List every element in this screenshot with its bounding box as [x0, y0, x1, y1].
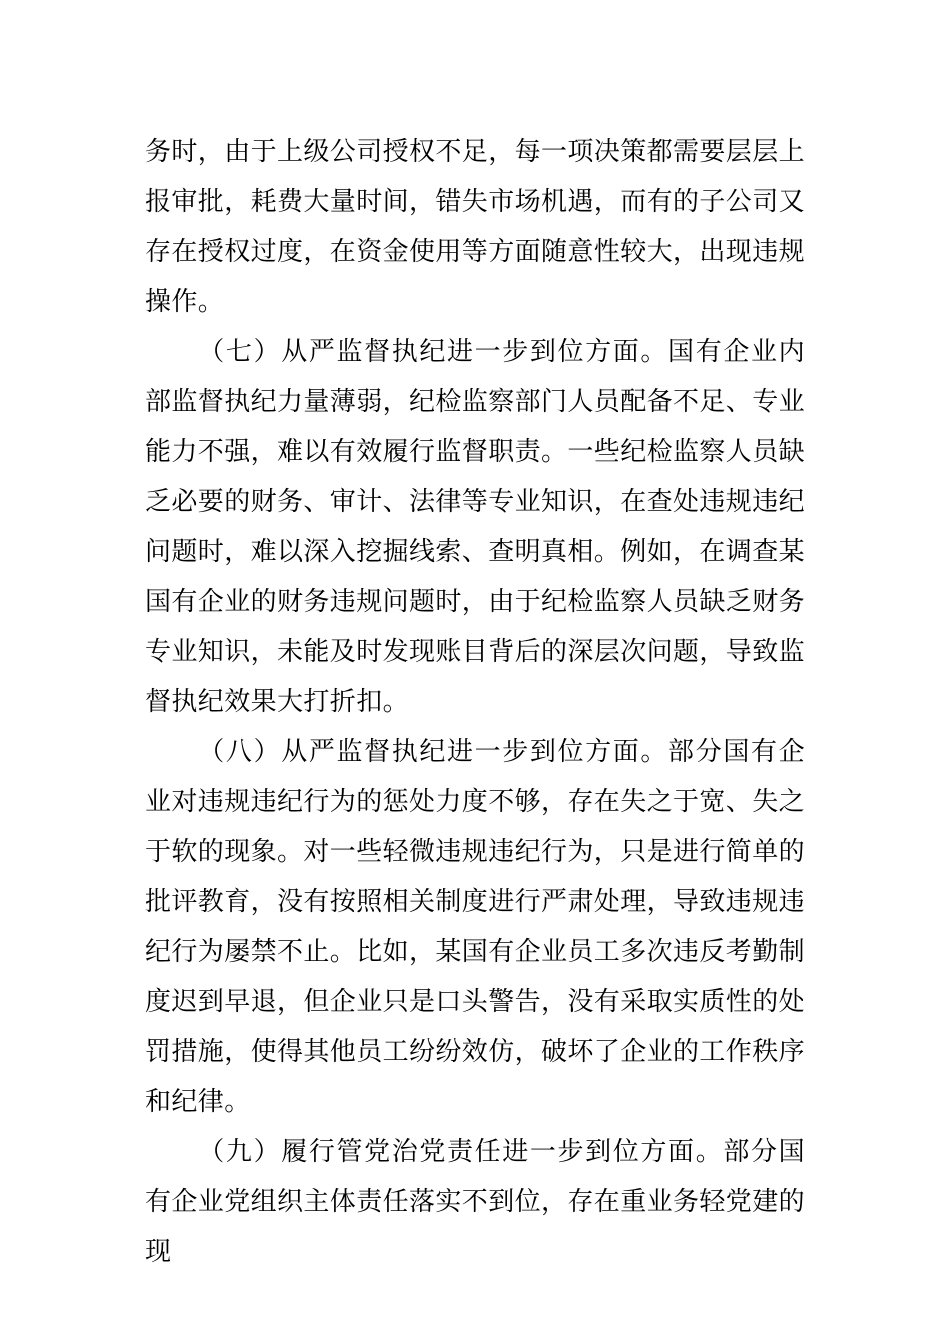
paragraph-section-8: （八）从严监督执纪进一步到位方面。部分国有企业对违规违纪行为的惩处力度不够，存在失之于宽、失之于软的现象。对一些轻微违规违纪行为，只是进行简单的批评教育，没有按照相关制度进行严肃处理，导致违规违纪行为屡禁不止。比如，某国有企业员工多次违反考勤制度迟到早退，但企业只是口头警告，没有采取实质性的处罚措施，使得其他员工纷纷效仿，破坏了企业的工作秩序和纪律。 [145, 737, 806, 1117]
paragraph-continued: 务时，由于上级公司授权不足，每一项决策都需要层层上报审批，耗费大量时间，错失市场机遇，而有的子公司又存在授权过度，在资金使用等方面随意性较大，出现违规操作。 [145, 137, 806, 317]
paragraph-section-9: （九）履行管党治党责任进一步到位方面。部分国有企业党组织主体责任落实不到位，存在重业务轻党建的现 [145, 1137, 806, 1267]
document-body [145, 127, 805, 1277]
paragraph-section-7: （七）从严监督执纪进一步到位方面。国有企业内部监督执纪力量薄弱，纪检监察部门人员配备不足、专业能力不强，难以有效履行监督职责。一些纪检监察人员缺乏必要的财务、审计、法律等专业知识，在查处违规违纪问题时，难以深入挖掘线索、查明真相。例如，在调查某国有企业的财务违规问题时，由于纪检监察人员缺乏财务专业知识，未能及时发现账目背后的深层次问题，导致监督执纪效果大打折扣。 [145, 337, 806, 717]
